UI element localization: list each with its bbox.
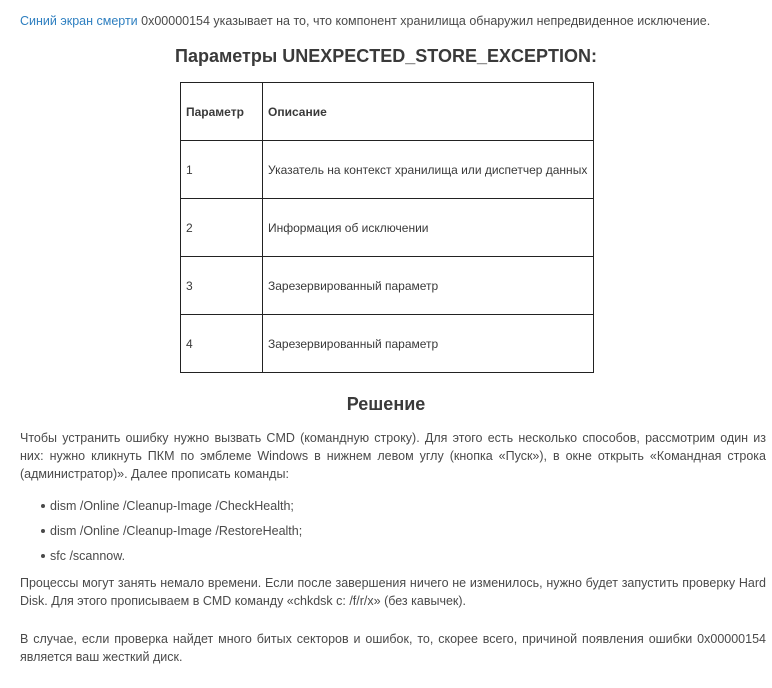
list-item [20, 522, 302, 547]
param-number: 4 [181, 315, 263, 373]
list-item [20, 547, 302, 572]
command-text: sfc /scannow. [50, 549, 126, 563]
solution-paragraph-2: Процессы могут занять немало времени. Если после завершения ничего не изменилось, нужно будет запустить проверку Hard Disk. Для этого прописываем в CMD команду «chkdsk с: /f/r/x» (без кавычек). [20, 576, 766, 608]
table-row [181, 199, 594, 257]
bullet-icon [41, 504, 45, 508]
header-param: Параметр [181, 83, 263, 141]
param-description: Зарезервированный параметр [263, 257, 594, 315]
list-item [20, 497, 302, 522]
param-number: 3 [181, 257, 263, 315]
table-header-row [181, 83, 594, 141]
param-description: Зарезервированный параметр [263, 315, 594, 373]
param-number: 1 [181, 141, 263, 199]
commands-list [20, 497, 302, 572]
bullet-icon [41, 554, 45, 558]
param-description: Информация об исключении [263, 199, 594, 257]
table-row [181, 141, 594, 199]
solution-heading: Решение [346, 394, 426, 414]
table-row [181, 315, 594, 373]
param-number: 2 [181, 199, 263, 257]
intro-paragraph [20, 12, 760, 30]
intro-text: 0x00000154 указывает на то, что компонент хранилища обнаружил непредвиденное исключение. [137, 14, 711, 28]
solution-paragraph-3: В случае, если проверка найдет много битых секторов и ошибок, то, скорее всего, причиной появления ошибки 0x00000154 является ваш жесткий диск. [20, 632, 766, 664]
params-heading: Параметры UNEXPECTED_STORE_EXCEPTION: [175, 46, 597, 66]
bullet-icon [41, 529, 45, 533]
header-description: Описание [263, 83, 594, 141]
bsod-link[interactable]: Синий экран смерти [20, 14, 138, 28]
param-description: Указатель на контекст хранилища или диспетчер данных [263, 141, 594, 199]
solution-paragraph-1: Чтобы устранить ошибку нужно вызвать CMD (командную строку). Для этого есть несколько способов, рассмотрим один из них: нужно кликнуть ПКМ по эмблеме Windows в нижнем левом углу (кнопка «Пуск»), в окне открыть «Командная строка (администратор)». Далее прописать команды: [20, 431, 766, 481]
command-text: dism /Online /Cleanup-Image /RestoreHealth; [50, 524, 303, 538]
command-text: dism /Online /Cleanup-Image /CheckHealth; [50, 499, 294, 513]
parameters-table [180, 82, 594, 373]
table-row [181, 257, 594, 315]
